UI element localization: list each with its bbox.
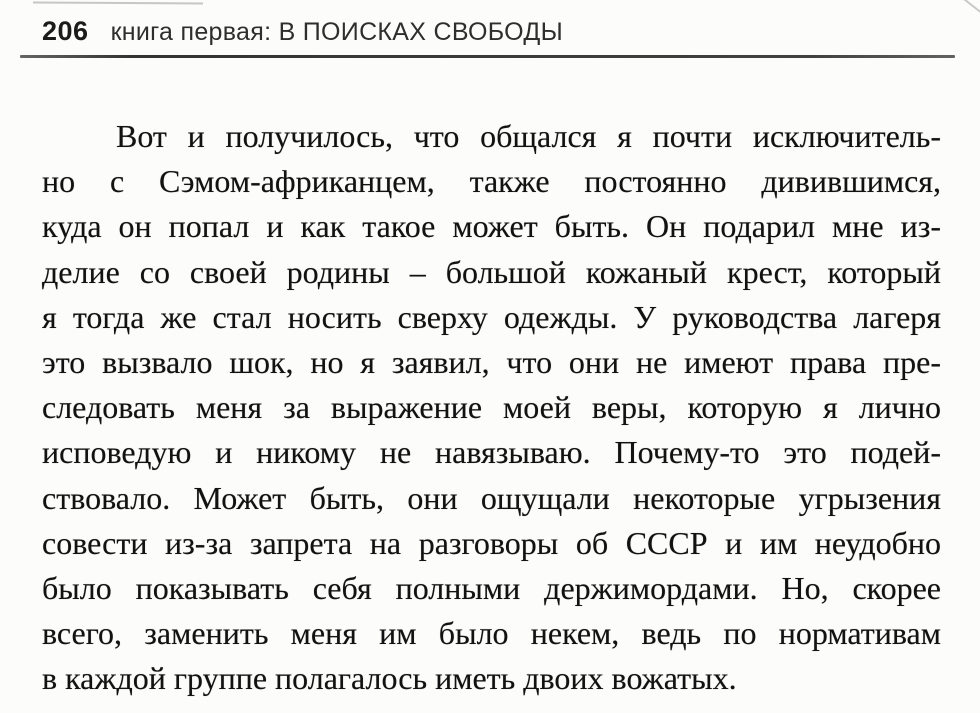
- paragraph-line: исповедую и никому не навязываю. Почему-то это подей-: [42, 434, 941, 471]
- paragraph-line: но с Сэмом-африканцем, также постоянно дивившимся,: [42, 163, 941, 200]
- paragraph-line: Вот и получилось, что общался я почти исключитель-: [116, 118, 941, 154]
- paragraph-line: куда он попал и как такое может быть. Он подарил мне из-: [42, 208, 941, 245]
- page-number: 206: [42, 16, 89, 46]
- paragraph-line: в каждой группе полагалось иметь двоих вожатых.: [42, 660, 737, 697]
- paragraph-line: всего, заменить меня им было некем, ведь по нормативам: [42, 615, 941, 652]
- scan-artifact-top-left: [33, 2, 203, 5]
- paragraph-line: следовать меня за выражение моей веры, которую я лично: [42, 389, 941, 426]
- scan-artifact-top-right: [955, 0, 980, 14]
- paragraph-line: это вызвало шок, но я заявил, что они не имеют права пре-: [42, 343, 941, 380]
- running-title: книга первая: В ПОИСКАХ СВОБОДЫ: [110, 18, 564, 46]
- paragraph-line: делие со своей родины – большой кожаный крест, который: [42, 253, 941, 290]
- paragraph-line: ствовало. Может быть, они ощущали некоторые угрызения: [42, 479, 941, 516]
- page-header: [42, 16, 563, 47]
- paragraph-line: я тогда же стал носить сверху одежды. У руководства лагеря: [42, 298, 941, 335]
- header-rule-divider: [20, 55, 955, 58]
- paragraph-line: совести из-за запрета на разговоры об СССР и им неудобно: [42, 524, 941, 561]
- paragraph-line: было показывать себя полными держимордами. Но, скорее: [42, 569, 941, 606]
- paragraph: [42, 114, 941, 701]
